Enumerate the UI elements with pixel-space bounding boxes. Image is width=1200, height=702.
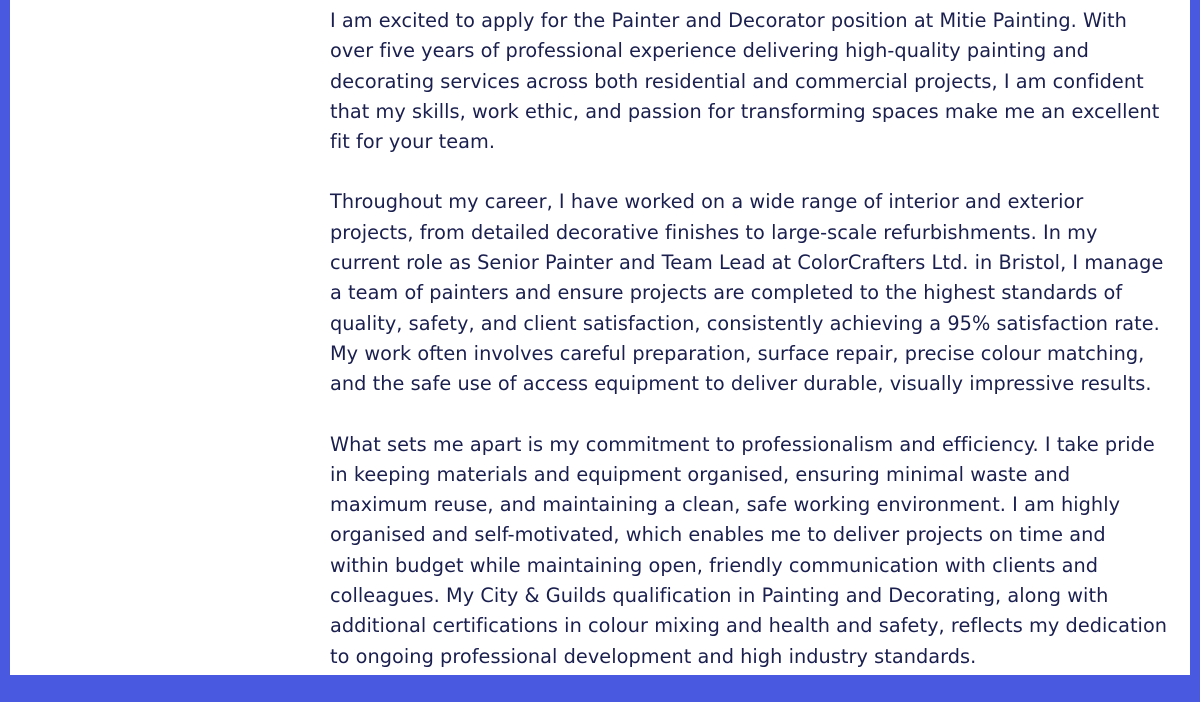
paragraph-qualifications: What sets me apart is my commitment to professionalism and efficiency. I take pride in keeping materials and equipment organised, ensuring minimal waste and maximum reuse, and maintaining a clean, safe working environment. I am highly organised and self-motivated, which enables me to deliver projects on time and within budget while maintaining open, friendly communication with clients and colleagues. My City & Guilds qualification in Painting and Decorating, along with additional certifications in colour mixing and health and safety, reflects my dedication to ongoing professional development and high industry standards. (330, 432, 1168, 668)
paragraph-experience: Throughout my career, I have worked on a wide range of interior and exterior projects, from detailed decorative finishes to large-scale refurbishments. In my current role as Senior Painter and Team Lead at ColorCrafters Ltd. in Bristol, I manage a team of painters and ensure projects are completed to the highest standards of quality, safety, and client satisfaction, consistently achieving a 95% satisfaction rate. My work often involves careful preparation, surface repair, precise colour matching, and the safe use of access equipment to deliver durable, visually impressive results. (330, 190, 1164, 396)
cover-letter-body (330, 6, 1170, 702)
paragraph-introduction: I am excited to apply for the Painter and Decorator position at Mitie Painting. With over five years of professional experience delivering high-quality painting and decorating services across both residential and commercial projects, I am confident that my skills, work ethic, and passion for transforming spaces make me an excellent fit for your team. (330, 9, 1160, 154)
document-page (10, 0, 1190, 675)
